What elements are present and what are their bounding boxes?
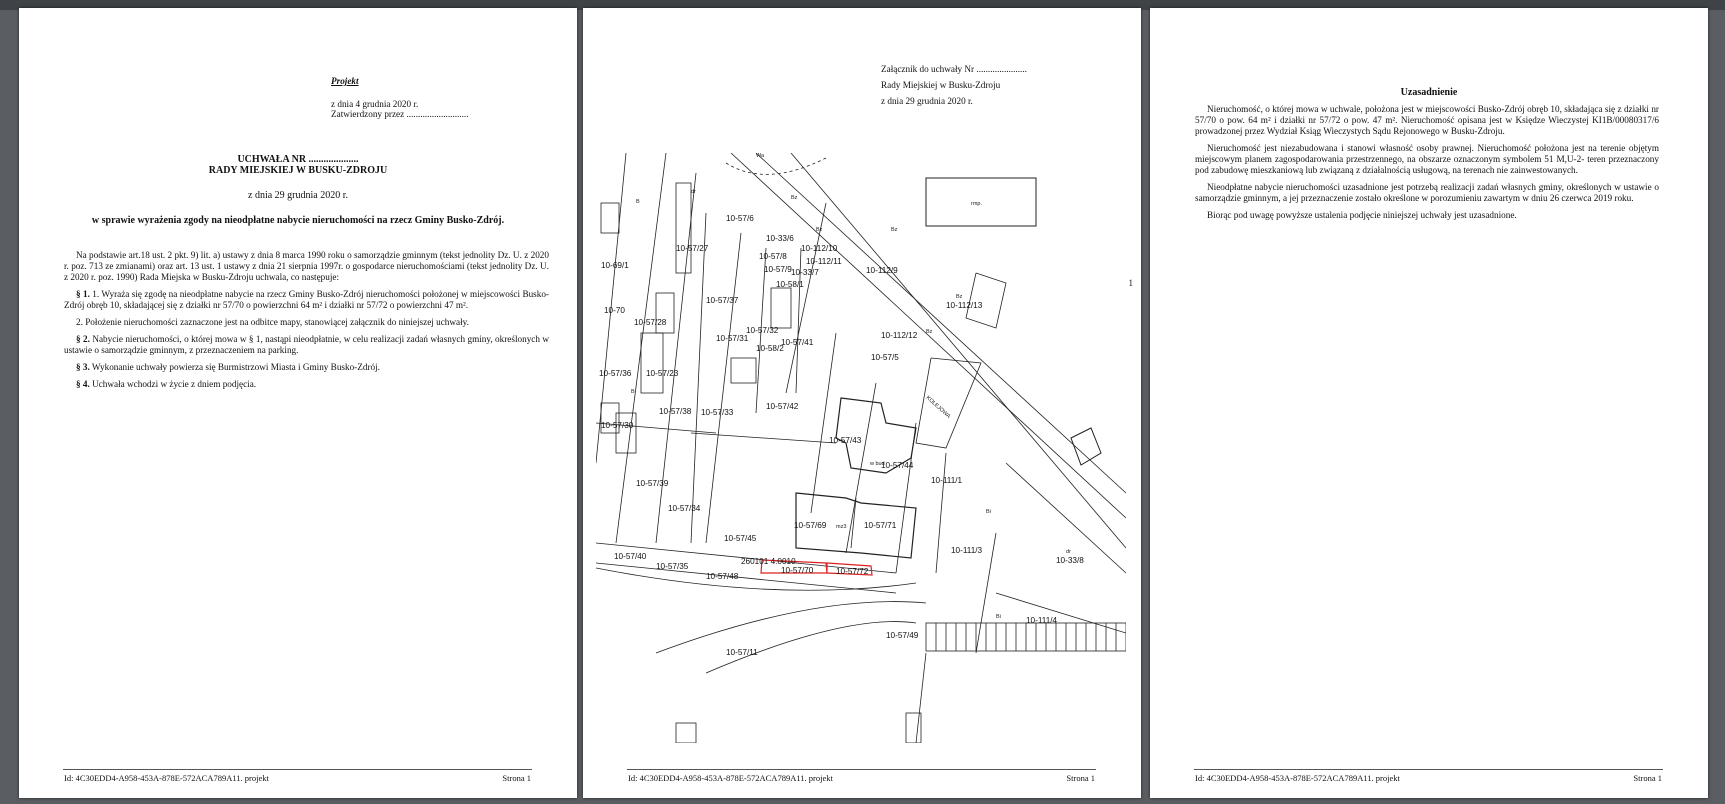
map-label-bi2: Bi (996, 614, 1001, 620)
preamble: Na podstawie art.18 ust. 2 pkt. 9) lit. a) ustawy z dnia 8 marca 1990 roku o samorządzie gminnym (tekst jednolity Dz. U. z 2020 r. poz. 713 ze zmianami) oraz art. 13 ust. 1 ustawy z dnia 21 sierpnia 1997r. o gospodarce nieruchomościami (tekst jednolity Dz. U. z 2020 r. poz. 1990) Rada Miejska w Busku-Zdroju uchwala, co następuje: (64, 250, 549, 282)
map-label-wbud: w bud (870, 461, 885, 467)
map-label-112-12: 10-112/12 (881, 331, 918, 340)
map-label-dr1: dr (691, 189, 696, 195)
map-label-57-32: 10-57/32 (746, 326, 779, 335)
annex-council: Rady Miejskiej w Busku-Zdroju (881, 80, 1001, 90)
annex-date: z dnia 29 grudnia 2020 r. (881, 96, 973, 106)
map-label-57-36: 10-57/36 (599, 369, 632, 378)
map-label-57-11: 10-57/11 (726, 648, 758, 657)
footer-divider (63, 769, 532, 770)
map-label-58-2: 10-58/2 (756, 344, 784, 353)
map-label-57-69: 10-57/69 (794, 521, 827, 530)
map-label-57-9: 10-57/9 (764, 265, 792, 274)
footer-page-number: Strona 1 (502, 773, 531, 783)
document-page-1 (19, 8, 577, 798)
map-label-57-72: 10-57/72 (836, 567, 869, 576)
document-page-2 (583, 8, 1141, 798)
section-4 (64, 379, 549, 390)
map-label-57-48: 10-57/48 (706, 572, 739, 581)
map-label-112-9: 10-112/9 (866, 266, 898, 275)
map-label-57-30: 10-57/30 (601, 421, 634, 430)
map-label-57-23: 10-57/23 (646, 369, 679, 378)
justification-body (1195, 104, 1659, 227)
map-label-57-27: 10-57/27 (676, 244, 709, 253)
map-label-57-42: 10-57/42 (766, 402, 799, 411)
map-label-111-4: 10-111/4 (1026, 616, 1058, 625)
footer-page-number: Strona 1 (1066, 773, 1095, 783)
map-label-57-43: 10-57/43 (829, 436, 862, 445)
cadastral-map (596, 153, 1126, 743)
map-label-kolejowa: KOLEJOWA (924, 395, 952, 420)
map-label-57-6: 10-57/6 (726, 214, 754, 223)
map-label-57-41: 10-57/41 (781, 338, 814, 347)
map-label-rmp: rmp. (971, 201, 982, 207)
map-label-33-7: 10-33/7 (791, 268, 819, 277)
annex-title: Załącznik do uchwały Nr ...................... (881, 64, 1027, 74)
section-4-text: Uchwała wchodzi w życie z dniem podjęcia. (89, 379, 257, 389)
footer-document-id: Id: 4C30EDD4-A958-453A-878E-572ACA789A11. projekt (64, 773, 269, 783)
footer-divider (1194, 769, 1663, 770)
section-3-label: § 3. (76, 362, 90, 372)
map-label-57-38: 10-57/38 (659, 407, 692, 416)
section-2-text: Nabycie nieruchomości, o której mowa w § 1, nastąpi nieodpłatnie, w celu realizacji zadań własnych gminy, określonych w ustawie o samorządzie gminnym, z przeznaczeniem na parking. (64, 334, 550, 355)
map-label-57-39: 10-57/39 (636, 479, 669, 488)
section-2 (64, 334, 549, 356)
section-1-label: § 1. (76, 289, 90, 299)
council-name: RADY MIEJSKIEJ W BUSKU-ZDROJU (208, 165, 388, 176)
map-label-bz4: Bz (956, 294, 963, 300)
map-label-mz3: mz3 (836, 524, 847, 530)
map-label-57-35: 10-57/35 (656, 562, 689, 571)
map-label-57-49: 10-57/49 (886, 631, 919, 640)
map-label-112-11: 10-112/11 (806, 257, 842, 266)
map-label-33-6: 10-33/6 (766, 234, 794, 243)
justification-paragraph-3: Nieodpłatne nabycie nieruchomości uzasadnione jest potrzebą realizacji zadań własnych gminy, określonych w ustawie o samorządzie gminnym, a jej przeznaczenie zostało określone w porozumieniu zawartym w dniu 26 czerwca 2019 roku. (1195, 182, 1659, 203)
map-label-bz5: Bz (926, 329, 933, 335)
map-label-57-28: 10-57/28 (634, 318, 667, 327)
section-3-text: Wykonanie uchwały powierza się Burmistrzowi Miasta i Gminy Busko-Zdrój. (89, 362, 380, 372)
map-label-wa: Wa (756, 153, 765, 159)
map-label-70: 10-70 (604, 306, 625, 315)
map-label-112-13: 10-112/13 (946, 301, 983, 310)
draft-date: z dnia 4 grudnia 2020 r. (331, 99, 419, 109)
map-label-bz1: Bz (791, 195, 798, 201)
footer-page-number: Strona 1 (1633, 773, 1662, 783)
side-page-number: 1 (1128, 278, 1133, 288)
section-2-label: § 2. (76, 334, 90, 344)
footer-divider (627, 769, 1096, 770)
resolution-body (64, 250, 549, 396)
resolution-date: z dnia 29 grudnia 2020 r. (248, 190, 348, 201)
resolution-number: UCHWAŁA NR .................... (237, 154, 359, 165)
map-label-57-33: 10-57/33 (701, 408, 734, 417)
map-label-57-5: 10-57/5 (871, 353, 899, 362)
map-label-111-1: 10-111/1 (931, 476, 963, 485)
section-4-label: § 4. (76, 379, 90, 389)
map-label-bz2: Bz (816, 227, 823, 233)
section-1 (64, 289, 549, 311)
projekt-label: Projekt (331, 76, 359, 86)
justification-title: Uzasadnienie (1400, 87, 1458, 98)
map-label-57-44: 10-57/44 (881, 461, 914, 470)
map-label-dr2: dr (1066, 549, 1071, 555)
justification-paragraph-2: Nieruchomość jest niezabudowana i stanowi własność osoby prawnej. Nieruchomość położona jest na terenie objętym miejscowym planem zagospodarowania przestrzennego, na obszarze oznaczonym symbolem 51 M,U-2- teren przeznaczony pod zabudowę mieszkaniową lub związaną z działalnością usługową, na terenach nie zainwestowanych. (1195, 143, 1659, 175)
map-label-69-1: 10-69/1 (601, 261, 629, 270)
approved-by: Zatwierdzony przez ........................... (331, 109, 469, 119)
justification-paragraph-1: Nieruchomość, o której mowa w uchwale, położona jest w miejscowości Busko-Zdrój obręb 10, składająca się z działki nr 57/70 o pow. 64 m² i działki nr 57/72 o pow. 47 m². Nieruchomość opisana jest w Księdze Wieczystej KI1B/00080317/6 prowadzonej przez Wydział Ksiąg Wieczystych Sądu Rejonowego w Busku-Zdroju. (1195, 104, 1659, 136)
map-label-bz3: Bz (891, 227, 898, 233)
map-label-57-45: 10-57/45 (724, 534, 757, 543)
map-label-57-34: 10-57/34 (668, 504, 701, 513)
section-1-point-2: 2. Położenie nieruchomości zaznaczone jest na odbitce mapy, stanowiącej załącznik do niniejszej uchwały. (76, 317, 469, 327)
map-label-57-71: 10-57/71 (864, 521, 897, 530)
map-label-260101: 260101 4.0010 (741, 557, 796, 566)
resolution-subject: w sprawie wyrażenia zgody na nieodpłatne nabycie nieruchomości na rzecz Gminy Busko-Zdrój. (91, 215, 505, 226)
map-label-33-8: 10-33/8 (1056, 556, 1084, 565)
map-label-112-10: 10-112/10 (801, 244, 838, 253)
map-label-b1: B (636, 199, 640, 205)
map-label-111-3: 10-111/3 (951, 546, 983, 555)
justification-paragraph-4: Biorąc pod uwagę powyższe ustalenia podjęcie niniejszej uchwały jest uzasadnione. (1207, 210, 1517, 220)
map-label-57-70: 10-57/70 (781, 566, 814, 575)
map-label-57-40: 10-57/40 (614, 552, 647, 561)
map-label-57-8: 10-57/8 (759, 252, 787, 261)
map-label-b2: B (631, 389, 635, 395)
map-label-58-1: 10-58/1 (776, 280, 804, 289)
map-label-bi1: Bi (986, 509, 991, 515)
map-label-57-31: 10-57/31 (716, 334, 749, 343)
map-label-57-37: 10-57/37 (706, 296, 739, 305)
footer-document-id: Id: 4C30EDD4-A958-453A-878E-572ACA789A11. projekt (628, 773, 833, 783)
document-page-3 (1150, 8, 1708, 798)
footer-document-id: Id: 4C30EDD4-A958-453A-878E-572ACA789A11. projekt (1195, 773, 1400, 783)
section-1-text: 1. Wyraża się zgodę na nieodpłatne nabycie na rzecz Gminy Busko-Zdrój nieruchomości położonej w miejscowości Busko-Zdrój obręb 10, składającej się z działki nr 57/70 o powierzchni 64 m² i działki nr 57/72 o powierzchni 47 m². (64, 289, 549, 310)
section-3 (64, 362, 549, 373)
